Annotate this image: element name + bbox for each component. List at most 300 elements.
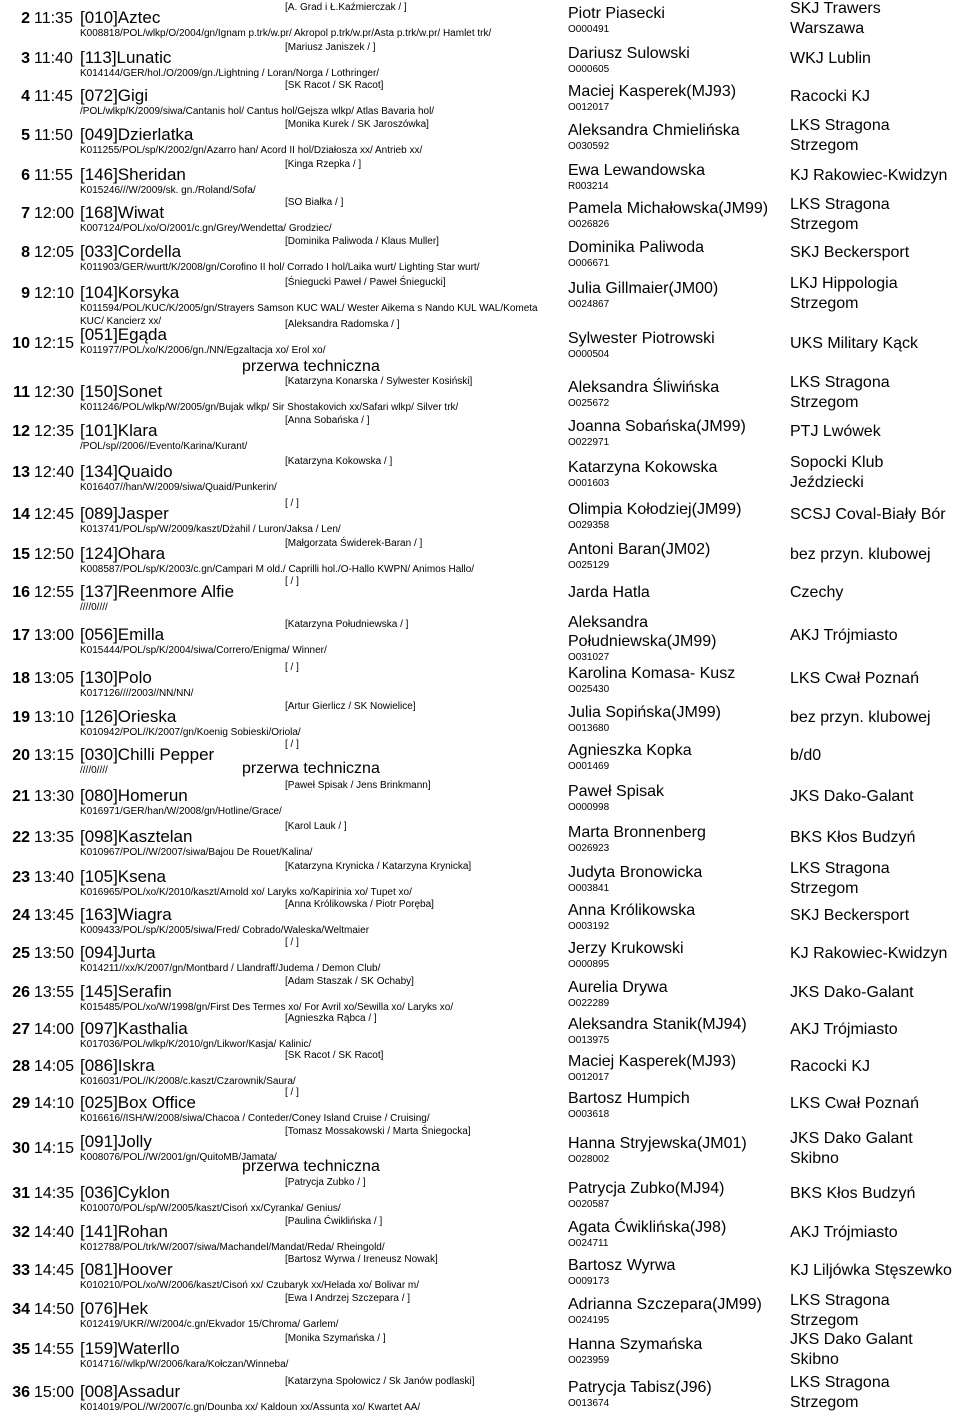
rider-name: Sylwester Piotrowski	[568, 330, 715, 347]
horse-name: [056]Emilla	[80, 625, 165, 644]
start-time: 14:35	[34, 1185, 75, 1202]
horse-name: [141]Rohan	[80, 1222, 168, 1241]
start-time: 13:30	[34, 788, 75, 805]
start-time: 14:40	[34, 1224, 75, 1241]
rider-name: Agnieszka Kopka	[568, 742, 692, 759]
start-time: 13:05	[34, 670, 75, 687]
start-time: 12:05	[34, 244, 75, 261]
start-time: 13:55	[34, 984, 75, 1001]
horse-name: [105]Ksena	[80, 867, 167, 886]
club-name: AKJ Trójmiasto	[790, 1021, 898, 1038]
start-number: 32	[12, 1224, 30, 1241]
start-number: 5	[21, 127, 30, 144]
owner-info: [Tomasz Mossakowski / Marta Śniegocka]	[285, 1126, 471, 1137]
rider-license: O023959	[568, 1355, 610, 1366]
start-number: 11	[13, 384, 30, 401]
rider-license: O013674	[568, 1398, 610, 1409]
owner-info: [SO Białka / ]	[285, 197, 344, 208]
entry-row	[0, 738, 960, 776]
owner-info: [Katarzyna Społowicz / Sk Janów podlaski]	[285, 1376, 475, 1387]
rider-name: Adrianna Szczepara(JM99)	[568, 1296, 762, 1313]
horse-details: K017036/POL/wlkp/K/2010/gn/Likwor/Kasja/ Kalinic/	[80, 1039, 312, 1050]
horse-name: [130]Polo	[80, 668, 152, 687]
start-time: 11:45	[34, 88, 73, 105]
start-number: 33	[12, 1262, 30, 1279]
start-time: 14:15	[34, 1140, 75, 1157]
start-number: 16	[12, 584, 30, 601]
entry-row	[0, 936, 960, 973]
rider-license: O009173	[568, 1276, 610, 1287]
start-number: 14	[12, 506, 30, 523]
entry-row	[0, 496, 960, 535]
horse-name: [150]Sonet	[80, 382, 163, 401]
rider-name: Karolina Komasa- Kusz	[568, 665, 736, 682]
horse-details: K016031/POL//K/2008/c.kaszt/Czarownik/Saura/	[80, 1076, 296, 1087]
club-name: b/d0	[790, 747, 822, 764]
entry-row	[0, 976, 960, 1012]
start-number: 18	[12, 670, 30, 687]
club-name: LKS Stragona	[790, 117, 890, 134]
club-name: Sopocki Klub	[790, 454, 884, 471]
club-name-continued: Warszawa	[790, 20, 865, 37]
rider-license: O026826	[568, 219, 610, 230]
horse-name: [081]Hoover	[80, 1260, 173, 1279]
owner-info: [ / ]	[285, 498, 299, 509]
start-time: 15:00	[34, 1384, 75, 1401]
rider-license: O012017	[568, 102, 610, 113]
start-time: 14:50	[34, 1301, 75, 1318]
start-number: 4	[21, 88, 30, 105]
rider-license: O024867	[568, 299, 610, 310]
owner-info: [Katarzyna Kokowska / ]	[285, 456, 393, 467]
horse-details: /POL/sp//2006//Evento/Karina/Kurant/	[80, 441, 248, 452]
start-number: 8	[21, 244, 30, 261]
start-number: 7	[21, 205, 30, 222]
horse-name: [137]Reenmore Alfie	[80, 582, 235, 601]
horse-details: K016971/GER/han/W/2008/gn/Hotline/Grace/	[80, 806, 282, 817]
horse-name: [101]Klara	[80, 421, 158, 440]
entry-row	[0, 1373, 960, 1415]
rider-license: O024711	[568, 1238, 609, 1249]
horse-details: K017126////2003//NN/NN/	[80, 688, 194, 699]
club-name: BKS Kłos Budzyń	[790, 829, 916, 846]
horse-name: [033]Cordella	[80, 242, 182, 261]
break-label: przerwa techniczna	[242, 760, 380, 777]
rider-license: O003618	[568, 1109, 610, 1120]
rider-license: O031027	[568, 652, 610, 663]
start-number: 13	[12, 464, 30, 481]
horse-details: K010942/POL//K/2007/gn/Koenig Sobieski/Oriola/	[80, 727, 301, 738]
entry-row	[0, 1124, 960, 1175]
rider-name: Aleksandra	[568, 614, 649, 631]
rider-name: Bartosz Humpich	[568, 1090, 690, 1107]
start-time: 13:40	[34, 869, 75, 886]
rider-name: Bartosz Wyrwa	[568, 1257, 676, 1274]
rider-license: O003192	[568, 921, 610, 932]
rider-name: Maciej Kasperek(MJ93)	[568, 83, 737, 100]
horse-details: K011255/POL/sp/K/2002/gn/Azarro han/ Acord II hol/Działosza xx/ Antrieb xx/	[80, 145, 423, 156]
start-time: 12:45	[34, 506, 75, 523]
start-number: 30	[12, 1140, 30, 1157]
start-number: 17	[12, 627, 30, 644]
rider-license: R003214	[568, 181, 609, 192]
horse-name: [036]Cyklon	[80, 1183, 170, 1202]
owner-info: [ / ]	[285, 739, 299, 750]
rider-name: Judyta Bronowicka	[568, 864, 703, 881]
club-name-continued: Strzegom	[790, 295, 859, 312]
horse-name: [146]Sheridan	[80, 165, 186, 184]
horse-details: K010967/POL//W/2007/siwa/Bajou De Rouet/Kalina/	[80, 847, 313, 858]
start-number: 34	[12, 1301, 30, 1318]
start-time: 11:55	[34, 167, 73, 184]
owner-info: [Ewa I Andrzej Szczepara / ]	[285, 1293, 411, 1304]
rider-name: Olimpia Kołodziej(JM99)	[568, 501, 742, 518]
club-name-continued: Skibno	[790, 1150, 839, 1167]
horse-details: K013741/POL/sp/W/2009/kaszt/Dżahil / Luron/Jaksa / Len/	[80, 524, 341, 535]
horse-details: K008587/POL/sp/K/2003/c.gn/Campari M old./ Caprilli hol./O-Hallo KWPN/ Animos Hallo/	[80, 564, 475, 575]
rider-name: Marta Bronnenberg	[568, 824, 706, 841]
club-name: JKS Dako-Galant	[790, 788, 914, 805]
club-name-continued: Strzegom	[790, 137, 859, 154]
rider-name: Hanna Szymańska	[568, 1336, 703, 1353]
rider-name: Ewa Lewandowska	[568, 162, 705, 179]
rider-license: O001469	[568, 761, 610, 772]
rider-license: O028002	[568, 1154, 610, 1165]
entry-row	[0, 117, 960, 156]
horse-name: [076]Hek	[80, 1299, 149, 1318]
rider-license: O001603	[568, 478, 610, 489]
owner-info: [Katarzyna Południewska / ]	[285, 619, 409, 630]
horse-name: [094]Jurta	[80, 943, 156, 962]
owner-info: [ / ]	[285, 576, 299, 587]
club-name-continued: Skibno	[790, 1351, 839, 1368]
entry-row	[0, 1176, 960, 1214]
horse-name: [168]Wiwat	[80, 203, 165, 222]
start-number: 29	[12, 1095, 30, 1112]
owner-info: [Adam Staszak / SK Ochaby]	[285, 976, 414, 987]
start-time: 13:50	[34, 945, 75, 962]
start-number: 31	[12, 1185, 30, 1202]
start-time: 13:00	[34, 627, 75, 644]
rider-license: O025129	[568, 560, 610, 571]
rider-license: O012017	[568, 1072, 610, 1083]
horse-name: [145]Serafin	[80, 982, 172, 1001]
horse-name: [089]Jasper	[80, 504, 169, 523]
rider-name: Pamela Michałowska(JM99)	[568, 200, 769, 217]
club-name: KJ Rakowiec-Kwidzyn	[790, 167, 948, 184]
entry-row	[0, 1086, 960, 1124]
horse-name: [086]Iskra	[80, 1056, 155, 1075]
owner-info: [Patrycja Zubko / ]	[285, 1177, 366, 1188]
start-time: 13:10	[34, 709, 75, 726]
club-name: LKS Cwał Poznań	[790, 670, 919, 687]
start-time: 11:50	[34, 127, 73, 144]
owner-info: [Agnieszka Rąbca / ]	[285, 1013, 377, 1024]
horse-name: [159]Waterllo	[80, 1339, 180, 1358]
entry-row	[0, 897, 960, 936]
rider-name: Aurelia Drywa	[568, 979, 668, 996]
rider-name: Katarzyna Kokowska	[568, 459, 718, 476]
horse-details: K014019/POL//W/2007/c.gn/Dounba xx/ Kaldoun xx/Assunta xo/ Kwartet AA/	[80, 1402, 421, 1413]
horse-name: [008]Assadur	[80, 1382, 181, 1401]
club-name: bez przyn. klubowej	[790, 709, 931, 726]
club-name: BKS Kłos Budzyń	[790, 1185, 916, 1202]
start-number: 25	[12, 945, 30, 962]
owner-info: [Katarzyna Konarska / Sylwester Kosiński]	[285, 376, 473, 387]
entry-row	[0, 1292, 960, 1330]
club-name: bez przyn. klubowej	[790, 546, 931, 563]
entry-row	[0, 79, 960, 117]
start-time: 14:05	[34, 1058, 75, 1075]
club-name: LKJ Hippologia	[790, 275, 898, 292]
horse-name: [010]Aztec	[80, 8, 161, 27]
owner-info: [Karol Lauk / ]	[285, 821, 347, 832]
club-name: Czechy	[790, 584, 844, 601]
owner-info: [A. Grad i Ł.Kaźmierczak / ]	[285, 2, 407, 13]
start-time: 12:50	[34, 546, 75, 563]
start-number: 23	[12, 869, 30, 886]
start-number: 27	[12, 1021, 30, 1038]
horse-name: [124]Ohara	[80, 544, 166, 563]
entry-row	[0, 453, 960, 494]
entry-row	[0, 777, 960, 818]
entry-row	[0, 413, 960, 453]
start-time: 14:55	[34, 1341, 75, 1358]
break-label: przerwa techniczna	[242, 1158, 380, 1175]
owner-info: [Monika Kurek / SK Jaroszówka]	[285, 119, 429, 130]
rider-license: O025672	[568, 398, 610, 409]
club-name-continued: Strzegom	[790, 216, 859, 233]
start-number: 36	[12, 1384, 30, 1401]
club-name-continued: Strzegom	[790, 880, 859, 897]
entry-row	[0, 1215, 960, 1253]
horse-details: ////0////	[80, 765, 108, 776]
entry-row	[0, 317, 960, 372]
horse-details: K011977/POL/xo/K/2006/gn./NN/Egzaltacja xo/ Erol xo/	[80, 345, 326, 356]
horse-details: K014144/GER/hol./O/2009/gn./Lightning / Loran/Norga / Lothringer/	[80, 68, 380, 79]
club-name-continued: Strzegom	[790, 1312, 859, 1329]
start-number: 19	[12, 709, 30, 726]
club-name-continued: Strzegom	[790, 1394, 859, 1411]
start-time: 12:00	[34, 205, 75, 222]
entry-row	[0, 1012, 960, 1049]
club-name: LKS Stragona	[790, 196, 890, 213]
rider-license: O026923	[568, 843, 610, 854]
rider-license: O000491	[568, 24, 610, 35]
horse-name: [113]Lunatic	[80, 48, 172, 67]
horse-details: K010210/POL/xo/W/2006/kaszt/Cisoń xx/ Czubaryk xx/Helada xo/ Bolivar m/	[80, 1280, 420, 1291]
owner-info: [Dominika Paliwoda / Klaus Muller]	[285, 236, 439, 247]
start-time: 12:55	[34, 584, 75, 601]
club-name: JKS Dako Galant	[790, 1331, 913, 1348]
club-name: SKJ Trawers	[790, 0, 881, 17]
start-number: 3	[21, 50, 30, 67]
rider-name-continued: Południewska(JM99)	[568, 633, 717, 650]
entry-row	[0, 374, 960, 413]
entry-row	[0, 819, 960, 859]
entry-row	[0, 660, 960, 700]
rider-name: Aleksandra Stanik(MJ94)	[568, 1016, 747, 1033]
owner-info: [Aleksandra Radomska / ]	[285, 319, 400, 330]
club-name: Racocki KJ	[790, 1058, 871, 1075]
start-time: 13:15	[34, 747, 75, 764]
club-name: AKJ Trójmiasto	[790, 1224, 898, 1241]
owner-info: [SK Racot / SK Racot]	[285, 80, 384, 91]
rider-name: Aleksandra Chmielińska	[568, 122, 740, 139]
owner-info: [Bartosz Wyrwa / Ireneusz Nowak]	[285, 1254, 438, 1265]
entry-row	[0, 0, 960, 40]
horse-name: [025]Box Office	[80, 1093, 196, 1112]
rider-license: O022289	[568, 998, 610, 1009]
owner-info: [Anna Królikowska / Piotr Poręba]	[285, 899, 434, 910]
club-name: LKS Stragona	[790, 374, 890, 391]
rider-name: Patrycja Zubko(MJ94)	[568, 1180, 725, 1197]
rider-license: O013975	[568, 1035, 610, 1046]
owner-info: [Paulina Ćwiklińska / ]	[285, 1216, 383, 1227]
start-number: 22	[12, 829, 30, 846]
start-time: 14:10	[34, 1095, 75, 1112]
start-number: 26	[12, 984, 30, 1001]
club-name: LKS Stragona	[790, 1374, 890, 1391]
owner-info: [Artur Gierlicz / SK Nowielice]	[285, 701, 416, 712]
rider-license: O025430	[568, 684, 610, 695]
horse-name: [163]Wiagra	[80, 905, 172, 924]
start-time: 12:15	[34, 335, 75, 352]
club-name: KJ Rakowiec-Kwidzyn	[790, 945, 948, 962]
start-number: 35	[12, 1341, 30, 1358]
rider-license: O029358	[568, 520, 610, 531]
rider-name: Dominika Paliwoda	[568, 239, 705, 256]
start-number: 9	[21, 285, 30, 302]
horse-name: [134]Quaido	[80, 462, 173, 481]
entry-row	[0, 1049, 960, 1086]
horse-details: K008076/POL//W/2001/gn/QuitoMB/Jamata/	[80, 1152, 277, 1163]
horse-details: K008818/POL/wlkp/O/2004/gn/Ignam p.trk/w.pr/ Akropol p.trk/w.pr/Asta p.trk/w.pr/ Hamlet trk/	[80, 28, 492, 39]
owner-info: [Mariusz Janiszek / ]	[285, 42, 376, 53]
rider-name: Julia Gillmaier(JM00)	[568, 280, 719, 297]
horse-details: K015485/POL/xo/W/1998/gn/First Des Termes xo/ For Avril xo/Sewilla xo/ Laryks xo/	[80, 1002, 454, 1013]
club-name-continued: Strzegom	[790, 394, 859, 411]
rider-license: O006671	[568, 258, 610, 269]
horse-details: K014211//xx/K/2007/gn/Montbard / Llandraff/Judema / Demon Club/	[80, 963, 381, 974]
horse-name: [080]Homerun	[80, 786, 188, 805]
start-number: 20	[12, 747, 30, 764]
horse-details: K015246///W/2009/sk. gn./Roland/Sofa/	[80, 185, 256, 196]
owner-info: [ / ]	[285, 937, 299, 948]
horse-name: [049]Dzierlatka	[80, 125, 194, 144]
rider-name: Jarda Hatla	[568, 584, 650, 601]
club-name: JKS Dako-Galant	[790, 984, 914, 1001]
start-number: 2	[21, 10, 30, 27]
rider-name: Paweł Spisak	[568, 783, 665, 800]
rider-name: Jerzy Krukowski	[568, 940, 684, 957]
club-name: SCSJ Coval-Biały Bór	[790, 506, 946, 523]
horse-details: K010070/POL/sp/W/2005/kaszt/Cisoń xx/Cyranka/ Genius/	[80, 1203, 341, 1214]
rider-license: O020587	[568, 1199, 610, 1210]
horse-name: [104]Korsyka	[80, 283, 180, 302]
rider-name: Agata Ćwiklińska(J98)	[568, 1219, 727, 1236]
rider-name: Aleksandra Śliwińska	[568, 379, 720, 396]
owner-info: [ / ]	[285, 1087, 299, 1098]
owner-info: [Katarzyna Krynicka / Katarzyna Krynicka]	[285, 861, 472, 872]
horse-name: [072]Gigi	[80, 86, 149, 105]
start-time: 12:10	[34, 285, 75, 302]
rider-name: Maciej Kasperek(MJ93)	[568, 1053, 737, 1070]
owner-info: [ / ]	[285, 662, 299, 673]
club-name: LKS Cwał Poznań	[790, 1095, 919, 1112]
entry-row	[0, 1253, 960, 1291]
horse-details: K012419/UKR//W/2004/c.gn/Ekvador 15/Chroma/ Garlem/	[80, 1319, 339, 1330]
horse-details: /POL/wlkp/K/2009/siwa/Cantanis hol/ Cantus hol/Gejsza wlkp/ Atlas Bavaria hol/	[80, 106, 435, 117]
rider-name: Joanna Sobańska(JM99)	[568, 418, 746, 435]
rider-name: Antoni Baran(JM02)	[568, 541, 711, 558]
entry-row	[0, 700, 960, 738]
owner-info: [Śniegucki Paweł / Paweł Śniegucki]	[285, 277, 446, 288]
club-name: Racocki KJ	[790, 88, 871, 105]
owner-info: [Anna Sobańska / ]	[285, 415, 370, 426]
owner-info: [Kinga Rzepka / ]	[285, 159, 362, 170]
horse-name: [051]Egąda	[80, 325, 167, 344]
rider-name: Hanna Stryjewska(JM01)	[568, 1135, 747, 1152]
horse-details: K014716//wlkp/W/2006/kara/Kołczan/Winneba/	[80, 1359, 289, 1370]
rider-license: O000998	[568, 802, 610, 813]
rider-license: O000504	[568, 349, 610, 360]
club-name: AKJ Trójmiasto	[790, 627, 898, 644]
entry-row	[0, 1331, 960, 1371]
entry-row	[0, 575, 960, 613]
start-number: 15	[12, 546, 30, 563]
owner-info: [SK Racot / SK Racot]	[285, 1050, 384, 1061]
club-name-continued: Jeździecki	[790, 474, 864, 491]
horse-details: K009433/POL/sp/K/2005/siwa/Fred/ Cobrado/Waleska/Weltmaier	[80, 925, 370, 936]
entry-row	[0, 41, 960, 79]
club-name: SKJ Beckersport	[790, 907, 910, 924]
start-number: 6	[21, 167, 30, 184]
horse-details: K011903/GER/wurtt/K/2008/gn/Corofino II hol/ Corrado I hol/Laika wurt/ Lighting Star wurt/	[80, 262, 480, 273]
horse-details: K016965/POL/xo/K/2010/kaszt/Arnold xo/ Laryks xo/Kapirinia xo/ Tupet xo/	[80, 887, 412, 898]
club-name: LKS Stragona	[790, 860, 890, 877]
club-name: LKS Stragona	[790, 1292, 890, 1309]
rider-license: O022971	[568, 437, 610, 448]
start-number: 24	[12, 907, 30, 924]
rider-name: Patrycja Tabisz(J96)	[568, 1379, 712, 1396]
horse-details: K016616//ISH/W/2008/siwa/Chacoa / Conteder/Coney Island Cruise / Cruising/	[80, 1113, 430, 1124]
start-time: 11:35	[34, 10, 73, 27]
break-label: przerwa techniczna	[242, 358, 380, 375]
club-name: KJ Liljówka Stęszewko	[790, 1262, 952, 1279]
rider-license: O013680	[568, 723, 610, 734]
start-number: 12	[12, 423, 30, 440]
horse-name: [098]Kasztelan	[80, 827, 193, 846]
club-name: UKS Military Kąck	[790, 335, 919, 352]
horse-details: K011594/POL/KUC/K/2005/gn/Strayers Samson KUC WAL/ Wester Aikema s Nando KUL WAL/Kometa	[80, 303, 538, 314]
rider-license: O000895	[568, 959, 610, 970]
horse-details: K011246/POL/wlkp/W/2005/gn/Bujak wlkp/ Sir Shostakovich xx/Safari wlkp/ Silver trk/	[80, 402, 459, 413]
horse-details: K015444/POL/sp/K/2004/siwa/Correro/Enigma/ Winner/	[80, 645, 327, 656]
rider-license: O000605	[568, 64, 610, 75]
owner-info: [Monika Szymańska / ]	[285, 1333, 386, 1344]
horse-details: K012788/POL/trk/W/2007/siwa/Machandel/Mandat/Reda/ Rheingold/	[80, 1242, 385, 1253]
rider-name: Piotr Piasecki	[568, 5, 665, 22]
start-number: 28	[12, 1058, 30, 1075]
horse-name: [091]Jolly	[80, 1132, 152, 1151]
rider-license: O030592	[568, 141, 610, 152]
horse-name: [126]Orieska	[80, 707, 177, 726]
rider-name: Dariusz Sulowski	[568, 45, 690, 62]
owner-info: [Paweł Spisak / Jens Brinkmann]	[285, 780, 431, 791]
horse-name: [030]Chilli Pepper	[80, 745, 215, 764]
start-time: 12:30	[34, 384, 75, 401]
